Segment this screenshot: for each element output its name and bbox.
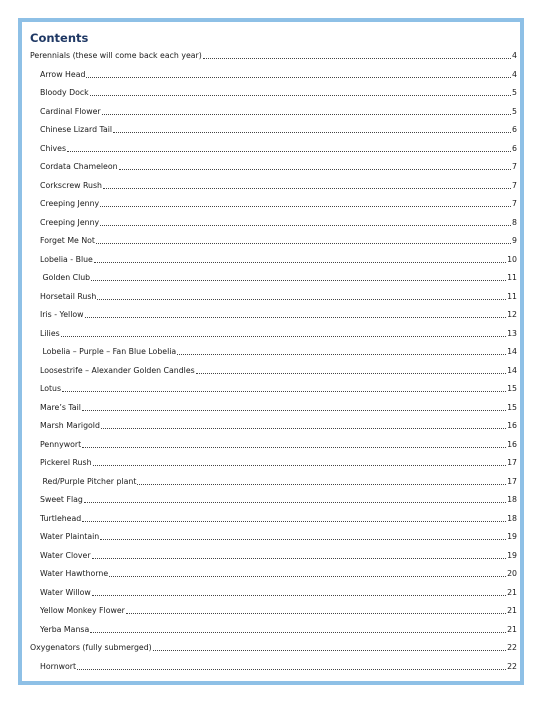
- toc-entry-label: Pickerel Rush: [40, 458, 92, 467]
- toc-entry-label: Water Plaintain: [40, 532, 100, 541]
- toc-entry-label: Horsetail Rush: [40, 291, 97, 301]
- toc-entry-label: Loosestrife – Alexander Golden Candles: [40, 365, 195, 375]
- dot-leader: [62, 390, 506, 392]
- toc-entry-label: Sweet Flag: [40, 495, 83, 504]
- toc-entry[interactable]: [40, 234, 517, 246]
- toc-entry-page-number: 19: [507, 532, 517, 541]
- toc-entry[interactable]: [40, 308, 517, 320]
- toc-entry-page-number: 5: [512, 106, 517, 116]
- dot-leader: [102, 113, 511, 115]
- toc-entry-page-number: 15: [507, 402, 517, 412]
- toc-entry[interactable]: [40, 253, 517, 265]
- dot-leader: [82, 446, 506, 448]
- toc-entry-label: Water Hawthorne: [40, 569, 109, 578]
- toc-entry-page-number: 22: [507, 661, 517, 671]
- toc-entry-page-number: 17: [507, 476, 517, 486]
- toc-entry-page-number: 10: [507, 254, 517, 264]
- toc-entry-label: Iris - Yellow: [40, 310, 84, 319]
- toc-entry-label: Yellow Monkey Flower: [40, 606, 125, 615]
- toc-entry-page-number: 12: [507, 310, 517, 319]
- toc-entry-label: Oxygenators (fully submerged): [30, 643, 152, 652]
- toc-entry[interactable]: [30, 49, 517, 61]
- dot-leader: [84, 501, 506, 503]
- toc-entry-page-number: 18: [507, 495, 517, 504]
- toc-entry-label: Yerba Mansa: [40, 624, 90, 634]
- contents-heading: Contents: [30, 31, 89, 45]
- toc-entry[interactable]: [40, 419, 517, 431]
- dot-leader: [77, 668, 506, 670]
- dot-leader: [100, 205, 511, 207]
- toc-entry[interactable]: [40, 660, 517, 672]
- toc-entry-page-number: 7: [512, 162, 517, 171]
- toc-entry-label: Marsh Marigold: [40, 421, 100, 430]
- toc-entry-label: Creeping Jenny: [40, 217, 100, 227]
- toc-entry-page-number: 17: [507, 458, 517, 467]
- dot-leader: [85, 316, 507, 318]
- dot-leader: [94, 261, 506, 263]
- dot-leader: [100, 224, 511, 226]
- toc-entry[interactable]: [40, 290, 517, 302]
- toc-entry-label: Hornwort: [40, 661, 77, 671]
- dot-leader: [119, 168, 511, 170]
- toc-entry-page-number: 4: [512, 69, 517, 79]
- toc-entry[interactable]: [40, 345, 517, 357]
- dot-leader: [196, 372, 506, 374]
- toc-entry-page-number: 11: [507, 273, 517, 282]
- toc-entry-page-number: 9: [512, 236, 517, 245]
- dot-leader: [92, 594, 506, 596]
- dot-leader: [67, 150, 511, 152]
- toc-entry-label: Water Willow: [40, 587, 91, 597]
- toc-entry-page-number: 11: [507, 291, 517, 301]
- dot-leader: [92, 557, 507, 559]
- dot-leader: [103, 187, 511, 189]
- toc-entry[interactable]: [40, 271, 517, 283]
- toc-entry-page-number: 13: [507, 328, 517, 338]
- dot-leader: [61, 335, 506, 337]
- toc-entry[interactable]: [30, 641, 517, 653]
- toc-entry-label: Chives: [40, 143, 67, 153]
- toc-entry-label: Bloody Dock: [40, 88, 89, 97]
- dot-leader: [90, 631, 506, 633]
- toc-entry-page-number: 22: [507, 643, 517, 652]
- dot-leader: [113, 131, 511, 133]
- dot-leader: [91, 279, 506, 281]
- dot-leader: [100, 538, 506, 540]
- toc-entry[interactable]: [40, 68, 517, 80]
- toc-entry-label: Golden Club: [40, 273, 91, 282]
- toc-entry-page-number: 6: [512, 125, 517, 134]
- toc-entry-page-number: 5: [512, 88, 517, 97]
- toc-entry[interactable]: [40, 86, 517, 98]
- toc-entry-label: Creeping Jenny: [40, 199, 100, 208]
- toc-entry[interactable]: [40, 160, 517, 172]
- toc-entry-label: Lobelia – Purple – Fan Blue Lobelia: [40, 347, 177, 356]
- toc-entry-page-number: 4: [512, 51, 517, 60]
- toc-entry[interactable]: [40, 197, 517, 209]
- toc-entry-label: Lilies: [40, 328, 60, 338]
- toc-entry-page-number: 21: [507, 624, 517, 634]
- toc-entry-label: Red/Purple Pitcher plant: [40, 476, 137, 486]
- toc-entry-label: Arrow Head: [40, 69, 86, 79]
- toc-entry[interactable]: [40, 105, 517, 117]
- toc-entry-label: Lotus: [40, 384, 62, 393]
- toc-entry-page-number: 14: [507, 365, 517, 375]
- toc-entry-label: Lobelia - Blue: [40, 254, 93, 264]
- toc-entry[interactable]: [40, 456, 517, 468]
- toc-entry-label: Cordata Chameleon: [40, 162, 118, 171]
- dot-leader: [153, 649, 506, 651]
- toc-entry[interactable]: [40, 475, 517, 487]
- toc-entry[interactable]: [40, 364, 517, 376]
- toc-entry[interactable]: [40, 549, 517, 561]
- toc-entry[interactable]: [40, 142, 517, 154]
- toc-entry[interactable]: [40, 512, 517, 524]
- dot-leader: [126, 612, 506, 614]
- toc-entry[interactable]: [40, 216, 517, 228]
- toc-entry-page-number: 16: [507, 421, 517, 430]
- toc-entry-label: Chinese Lizard Tail: [40, 125, 113, 134]
- dot-leader: [109, 575, 506, 577]
- toc-entry-label: Pennywort: [40, 439, 82, 449]
- toc-entry[interactable]: [40, 179, 517, 191]
- toc-entry-page-number: 6: [512, 143, 517, 153]
- toc-entry-page-number: 16: [507, 439, 517, 449]
- toc-entry[interactable]: [40, 530, 517, 542]
- toc-entry-page-number: 14: [507, 347, 517, 356]
- dot-leader: [97, 298, 506, 300]
- dot-leader: [137, 483, 506, 485]
- toc-entry-page-number: 21: [507, 606, 517, 615]
- dot-leader: [93, 464, 507, 466]
- dot-leader: [86, 76, 511, 78]
- toc-entry[interactable]: [40, 567, 517, 579]
- toc-entry[interactable]: [40, 401, 517, 413]
- dot-leader: [82, 520, 506, 522]
- toc-entry-page-number: 18: [507, 513, 517, 523]
- toc-entry-page-number: 7: [512, 199, 517, 208]
- toc-entry-label: Cardinal Flower: [40, 106, 101, 116]
- dot-leader: [177, 353, 506, 355]
- toc-entry[interactable]: [40, 382, 517, 394]
- dot-leader: [96, 242, 511, 244]
- toc-entry-label: Perennials (these will come back each year): [30, 51, 202, 60]
- dot-leader: [203, 57, 511, 59]
- toc-entry-page-number: 21: [507, 587, 517, 597]
- toc-entry-label: Water Clover: [40, 550, 91, 560]
- toc-entry-page-number: 15: [507, 384, 517, 393]
- toc-entry[interactable]: [40, 586, 517, 598]
- toc-entry[interactable]: [40, 438, 517, 450]
- toc-entry-page-number: 8: [512, 217, 517, 227]
- toc-entry-label: Mare’s Tail: [40, 402, 81, 412]
- toc-entry-label: Turtlehead: [40, 513, 82, 523]
- toc-entry[interactable]: [40, 623, 517, 635]
- toc-entry[interactable]: [40, 327, 517, 339]
- dot-leader: [82, 409, 506, 411]
- toc-entry[interactable]: [40, 604, 517, 616]
- toc-entry-label: Forget Me Not: [40, 236, 95, 245]
- dot-leader: [101, 427, 506, 429]
- toc-entry-page-number: 7: [512, 180, 517, 190]
- toc-entry-page-number: 19: [507, 550, 517, 560]
- toc-entry[interactable]: [40, 493, 517, 505]
- toc-entry[interactable]: [40, 123, 517, 135]
- toc-entry-label: Corkscrew Rush: [40, 180, 102, 190]
- dot-leader: [90, 94, 511, 96]
- toc-entry-page-number: 20: [507, 569, 517, 578]
